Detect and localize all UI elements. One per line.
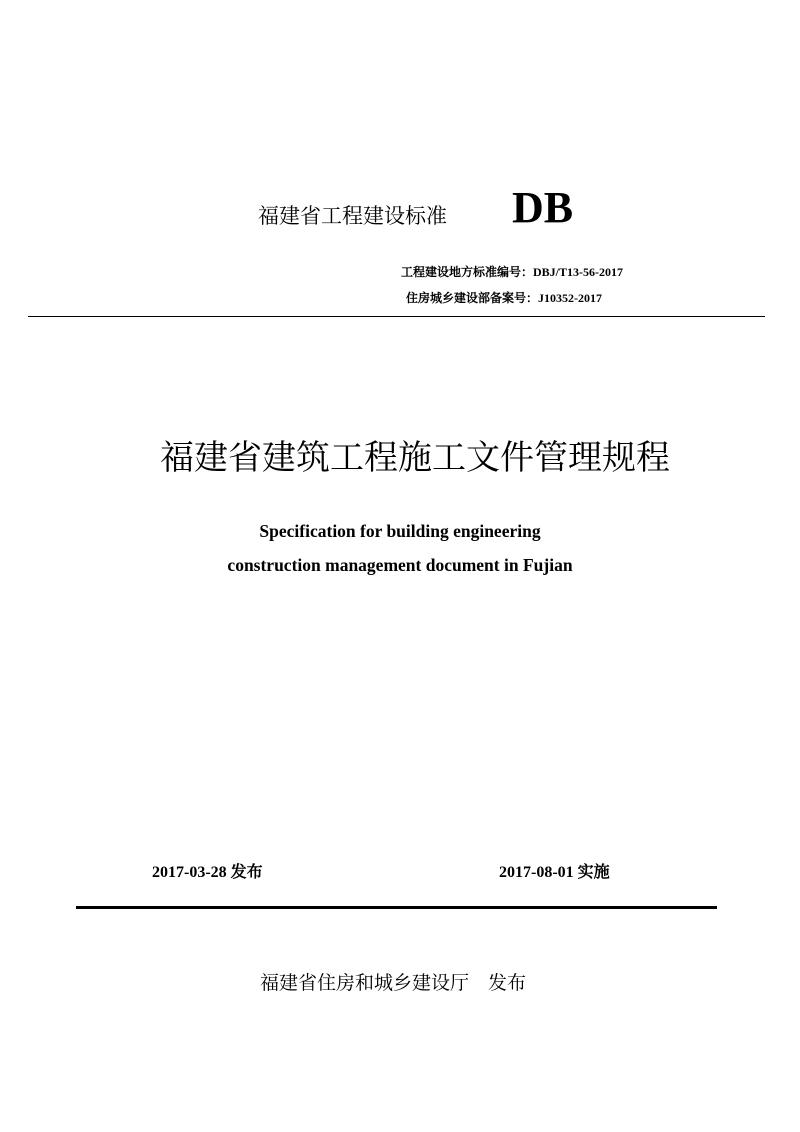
standard-code-mark: DB — [512, 183, 574, 232]
filing-number: 住房城乡建设部备案号：J10352-2017 — [406, 291, 602, 305]
footer-divider — [76, 906, 717, 909]
header-divider — [28, 316, 765, 317]
document-title-english-line1: Specification for building engineering — [259, 521, 541, 541]
document-title-english-line2: construction management document in Fujian — [227, 555, 573, 575]
publisher: 福建省住房和城乡建设厅 发布 — [260, 972, 527, 994]
issue-date: 2017-03-28 发布 — [152, 864, 263, 881]
standard-category-label: 福建省工程建设标准 — [258, 204, 447, 228]
local-standard-number: 工程建设地方标准编号：DBJ/T13-56-2017 — [401, 265, 624, 279]
implementation-date: 2017-08-01 实施 — [499, 864, 610, 881]
document-title-chinese: 福建省建筑工程施工文件管理规程 — [160, 438, 670, 478]
